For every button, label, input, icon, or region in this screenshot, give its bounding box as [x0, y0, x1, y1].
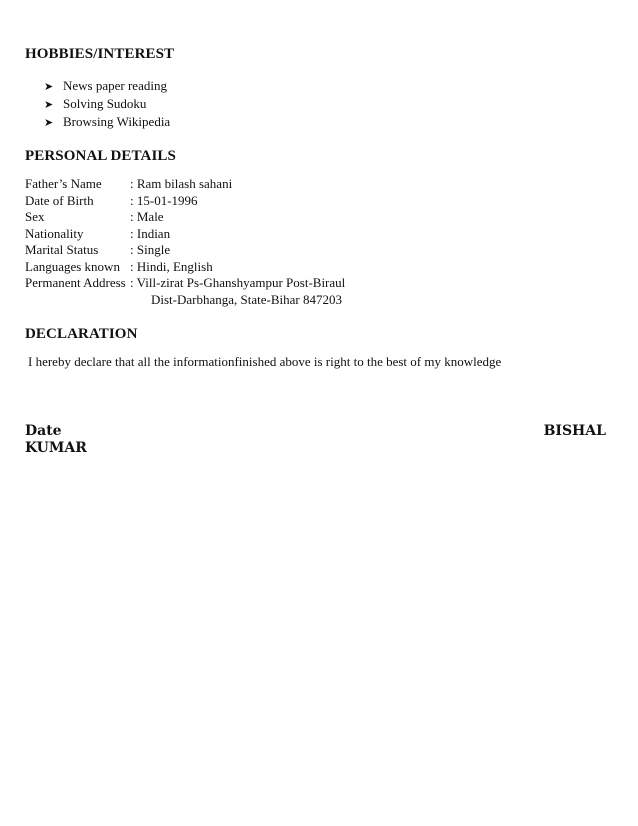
detail-label: Marital Status — [25, 242, 99, 257]
hobby-label: Browsing Wikipedia — [63, 114, 171, 129]
list-item — [44, 95, 170, 113]
detail-value: : Ram bilash sahani — [130, 176, 233, 191]
address-continuation: Dist-Darbhanga, State-Bihar 847203 — [151, 291, 342, 307]
detail-label: Father’s Name — [25, 176, 102, 191]
arrowhead-bullet-icon: ➤ — [44, 98, 54, 111]
detail-value: : Indian — [130, 225, 171, 241]
detail-label: Date of Birth — [25, 192, 94, 208]
signature-last-name: KUMAR — [25, 440, 87, 456]
detail-value: : 15-01-1996 — [130, 192, 198, 208]
detail-label: Permanent Address — [25, 275, 126, 290]
hobby-label: News paper reading — [63, 78, 167, 93]
date-label: Date — [25, 423, 62, 439]
detail-value: : Hindi, English — [130, 258, 213, 274]
detail-label: Sex — [25, 209, 45, 224]
declaration-heading: DECLARATION — [25, 326, 138, 342]
list-item — [44, 77, 170, 95]
signature-first-name: BISHAL — [543, 423, 606, 439]
arrowhead-bullet-icon: ➤ — [44, 80, 54, 93]
detail-value: : Single — [130, 242, 171, 257]
hobbies-list — [44, 77, 170, 131]
hobby-label: Solving Sudoku — [63, 96, 147, 111]
detail-value: : Vill-zirat Ps-Ghanshyampur Post-Biraul — [130, 275, 346, 290]
list-item — [44, 113, 170, 131]
declaration-text: I hereby declare that all the informationfinished above is right to the best of my knowledge — [28, 354, 502, 369]
detail-label: Languages known — [25, 258, 120, 274]
personal-details-heading: PERSONAL DETAILS — [25, 148, 176, 164]
hobbies-heading: HOBBIES/INTEREST — [25, 46, 175, 62]
arrowhead-bullet-icon: ➤ — [44, 116, 54, 129]
detail-value: : Male — [130, 209, 164, 224]
detail-label: Nationality — [25, 225, 84, 241]
